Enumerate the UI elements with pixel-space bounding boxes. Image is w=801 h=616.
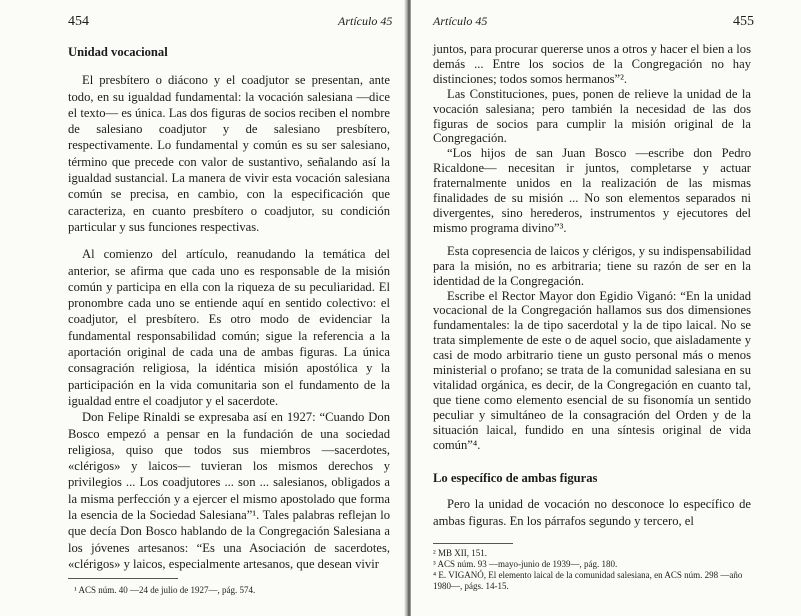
right-running-head: Artículo 45 xyxy=(433,14,488,28)
right-page xyxy=(411,0,801,616)
footnote-rule xyxy=(68,578,178,579)
paragraph: Esta copresencia de laicos y clérigos, y su indispensabilidad para la misión, no es arbitraria; tiene su razón de ser en la identidad de la Congregación. xyxy=(433,243,751,288)
paragraph: Escribe el Rector Mayor don Egidio Viganó: “En la unidad vocacional de la Congregación hallamos sus dos dimensiones fundamentales: la de tipo sacerdotal y la de tipo laical. No se trata simplemente de este o de aquel socio, que aisladamente y casi de modo arbitrario tiene un gusto personal más o menos ministerial o profano; se trata de la comunidad salesiana en su vitalidad orgánica, es decir, de la Congregación en cuanto tal, que tiene como elemento esencial de su fisonomía un sentido peculiar y simultáneo de la consagración del Orden y de la situación laical, fundido en una síntesis original de vida común”⁴. xyxy=(433,288,751,452)
paragraph: El presbítero o diácono y el coadjutor se presentan, ante todo, en su igualdad fundamental: la vocación salesiana —dice el texto— es única. Las dos figuras de socios reciben el nombre de salesiano coadjutor y de salesiano presbítero, respectivamente. Lo fundamental y común es su ser salesiano, término que precede con valor de sustantivo, señalando así la igualdad sustancial. La manera de vivir esta vocación salesiana común se precisa, en cambio, con la especificación que caracteriza, en cuanto presbítero o coadjutor, su condición particular y sus funciones respectivas. xyxy=(68,73,390,234)
footnote: ⁴ E. VIGANÓ, El elemento laical de la comunidad salesiana, en ACS núm. 298 —año 1980—, págs. 14-15. xyxy=(433,570,743,591)
left-running-head: Artículo 45 xyxy=(338,14,393,28)
section-heading: Unidad vocacional xyxy=(68,45,168,59)
footnote: ² MB XII, 151. xyxy=(433,548,487,558)
left-footnotes xyxy=(74,585,390,596)
footnote-rule xyxy=(433,543,513,544)
footnote: ³ ACS núm. 93 —mayo-junio de 1939—, pág. 180. xyxy=(433,559,618,569)
paragraph: Pero la unidad de vocación no desconoce lo específico de ambas figuras. En los párrafos segundo y tercero, el xyxy=(433,497,751,528)
left-body xyxy=(68,44,390,572)
right-body-lower xyxy=(433,470,751,529)
right-footnotes xyxy=(433,548,751,592)
paragraph: Al comienzo del artículo, reanudando la temática del anterior, se afirma que cada uno es responsable de la misión común y participa en ella con la riqueza de su peculiaridad. El pronombre cada uno se entiende aquí en sentido colectivo: el coadjutor, el presbítero. Es otro modo de evidenciar la fundamental responsabilidad común; sigue la referencia a la aportación original de cada una de ambas figuras. La única consagración religiosa, la idéntica misión apostólica y la participación en la vida comunitaria son el fundamento de la igualdad entre el coadjutor y el sacerdote. xyxy=(68,247,390,408)
footnote: ¹ ACS núm. 40 —24 de julio de 1927—, pág. 574. xyxy=(74,585,256,595)
paragraph: Don Felipe Rinaldi se expresaba así en 1927: “Cuando Don Bosco empezó a pensar en la fundación de una sociedad religiosa, quiso que todos sus miembros —sacerdotes, «clérigos» y laicos— tuvieran los mismos derechos y privilegios ... Los coadjutores ... son ... salesianos, obligados a la misma perfección y a ejercer el mismo apostolado que forma la esencia de la Sociedad Salesiana”¹. Tales palabras reflejan lo que decía Don Bosco hablando de la Congregación Salesiana a los jóvenes artesanos: “Es una Asociación de sacerdotes, «clérigos» y laicos, especialmente artesanos, que desean vivir xyxy=(68,410,390,571)
section-heading: Lo específico de ambas figuras xyxy=(433,471,598,485)
right-body xyxy=(433,42,751,452)
left-page-number: 454 xyxy=(68,14,89,29)
paragraph: Las Constituciones, pues, ponen de relieve la unidad de la vocación salesiana; pero también la necesidad de las dos figuras de socios para cumplir la misión original de la Congregación. xyxy=(433,86,751,146)
right-page-number: 455 xyxy=(733,14,754,29)
paragraph: juntos, para procurar quererse unos a otros y hacer el bien a los demás ... Entre los socios de la Congregación no hay distinciones; todos somos hermanos”². xyxy=(433,42,751,86)
paragraph: “Los hijos de san Juan Bosco —escribe don Pedro Ricaldone— necesitan ir juntos, completarse y actuar fraternalmente unidos en la realización de las mismas finalidades de su misión ... No son elementos separados ni divergentes, sino herederos, instrumentos y ejecutores del mismo programa divino”³. xyxy=(433,146,751,235)
